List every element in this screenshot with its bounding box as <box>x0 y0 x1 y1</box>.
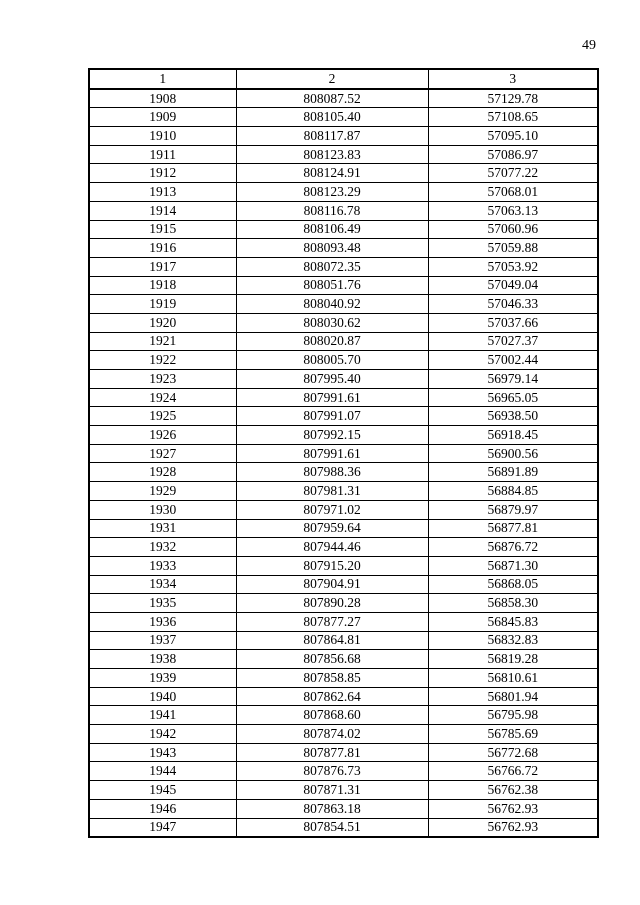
table-cell-col-1: 1935 <box>89 594 236 613</box>
table-cell-col-2: 807915.20 <box>236 556 428 575</box>
table-cell-col-1: 1944 <box>89 762 236 781</box>
table-cell-col-2: 808051.76 <box>236 276 428 295</box>
table-cell-col-3: 57053.92 <box>428 257 598 276</box>
table-row <box>89 519 598 538</box>
table-cell-col-1: 1912 <box>89 164 236 183</box>
table-cell-col-2: 807890.28 <box>236 594 428 613</box>
table-cell-col-3: 56832.83 <box>428 631 598 650</box>
table-cell-col-2: 808030.62 <box>236 313 428 332</box>
table-cell-col-2: 807874.02 <box>236 725 428 744</box>
table-cell-col-1: 1930 <box>89 500 236 519</box>
table-row <box>89 426 598 445</box>
table-row <box>89 799 598 818</box>
table-body <box>89 89 598 838</box>
table-cell-col-3: 56891.89 <box>428 463 598 482</box>
table-cell-col-3: 57060.96 <box>428 220 598 239</box>
table-cell-col-3: 57077.22 <box>428 164 598 183</box>
table-cell-col-1: 1917 <box>89 257 236 276</box>
table-cell-col-1: 1941 <box>89 706 236 725</box>
table-cell-col-3: 57063.13 <box>428 201 598 220</box>
table-row <box>89 108 598 127</box>
table-row <box>89 257 598 276</box>
table-row <box>89 145 598 164</box>
table-row <box>89 313 598 332</box>
table-cell-col-3: 57049.04 <box>428 276 598 295</box>
table-cell-col-2: 808116.78 <box>236 201 428 220</box>
table-row <box>89 444 598 463</box>
table-cell-col-1: 1933 <box>89 556 236 575</box>
table-cell-col-2: 808005.70 <box>236 351 428 370</box>
table-cell-col-2: 808072.35 <box>236 257 428 276</box>
table-cell-col-1: 1942 <box>89 725 236 744</box>
table-row <box>89 781 598 800</box>
table-row <box>89 538 598 557</box>
table-row <box>89 762 598 781</box>
table-cell-col-3: 57108.65 <box>428 108 598 127</box>
table-row <box>89 650 598 669</box>
table-cell-col-2: 807971.02 <box>236 500 428 519</box>
table-cell-col-3: 57037.66 <box>428 313 598 332</box>
table-cell-col-2: 808093.48 <box>236 239 428 258</box>
table-cell-col-2: 807991.61 <box>236 444 428 463</box>
table-cell-col-3: 56810.61 <box>428 669 598 688</box>
table-row <box>89 220 598 239</box>
table-cell-col-2: 807944.46 <box>236 538 428 557</box>
table-cell-col-3: 56845.83 <box>428 612 598 631</box>
table-cell-col-1: 1910 <box>89 127 236 146</box>
table-cell-col-2: 807854.51 <box>236 818 428 837</box>
table-row <box>89 669 598 688</box>
table-cell-col-3: 56868.05 <box>428 575 598 594</box>
table-cell-col-2: 808123.83 <box>236 145 428 164</box>
table-cell-col-1: 1908 <box>89 89 236 108</box>
table-cell-col-3: 56819.28 <box>428 650 598 669</box>
table-cell-col-3: 56879.97 <box>428 500 598 519</box>
table-cell-col-1: 1934 <box>89 575 236 594</box>
table-cell-col-1: 1925 <box>89 407 236 426</box>
table-row <box>89 500 598 519</box>
table-cell-col-2: 807992.15 <box>236 426 428 445</box>
table-cell-col-1: 1946 <box>89 799 236 818</box>
table-cell-col-1: 1938 <box>89 650 236 669</box>
table-cell-col-1: 1915 <box>89 220 236 239</box>
table-cell-col-1: 1919 <box>89 295 236 314</box>
table-row <box>89 127 598 146</box>
table-cell-col-1: 1923 <box>89 370 236 389</box>
table-cell-col-2: 807864.81 <box>236 631 428 650</box>
table-cell-col-3: 56801.94 <box>428 687 598 706</box>
table-cell-col-1: 1932 <box>89 538 236 557</box>
table-cell-col-3: 56762.93 <box>428 818 598 837</box>
header-row <box>89 69 598 89</box>
table-cell-col-3: 56762.38 <box>428 781 598 800</box>
table-row <box>89 687 598 706</box>
table-cell-col-1: 1939 <box>89 669 236 688</box>
table-cell-col-1: 1918 <box>89 276 236 295</box>
table-cell-col-2: 808105.40 <box>236 108 428 127</box>
table-cell-col-2: 807981.31 <box>236 482 428 501</box>
table-cell-col-3: 57046.33 <box>428 295 598 314</box>
table-cell-col-3: 56965.05 <box>428 388 598 407</box>
table-row <box>89 89 598 108</box>
table-row <box>89 370 598 389</box>
table-cell-col-2: 807877.27 <box>236 612 428 631</box>
table-cell-col-3: 56762.93 <box>428 799 598 818</box>
table-cell-col-2: 807856.68 <box>236 650 428 669</box>
table-cell-col-1: 1928 <box>89 463 236 482</box>
table-row <box>89 388 598 407</box>
table-row <box>89 295 598 314</box>
table-row <box>89 332 598 351</box>
table-cell-col-2: 807862.64 <box>236 687 428 706</box>
table-cell-col-2: 807988.36 <box>236 463 428 482</box>
table-cell-col-2: 807868.60 <box>236 706 428 725</box>
table-cell-col-3: 56858.30 <box>428 594 598 613</box>
table-cell-col-1: 1911 <box>89 145 236 164</box>
table-cell-col-2: 807877.81 <box>236 743 428 762</box>
table-cell-col-2: 808123.29 <box>236 183 428 202</box>
table-header <box>89 69 598 89</box>
table-row <box>89 407 598 426</box>
table-cell-col-3: 56785.69 <box>428 725 598 744</box>
table-row <box>89 164 598 183</box>
table-cell-col-1: 1926 <box>89 426 236 445</box>
table-cell-col-2: 807991.61 <box>236 388 428 407</box>
table-cell-col-3: 56979.14 <box>428 370 598 389</box>
table-cell-col-3: 57086.97 <box>428 145 598 164</box>
table-cell-col-2: 807959.64 <box>236 519 428 538</box>
table-row <box>89 594 598 613</box>
table-cell-col-1: 1921 <box>89 332 236 351</box>
table-cell-col-1: 1916 <box>89 239 236 258</box>
table-cell-col-1: 1913 <box>89 183 236 202</box>
table-row <box>89 725 598 744</box>
table-cell-col-3: 56877.81 <box>428 519 598 538</box>
table-cell-col-3: 56766.72 <box>428 762 598 781</box>
table-row <box>89 482 598 501</box>
table-row <box>89 201 598 220</box>
table-row <box>89 183 598 202</box>
table-cell-col-2: 807876.73 <box>236 762 428 781</box>
table-cell-col-3: 57027.37 <box>428 332 598 351</box>
column-header-2: 2 <box>236 69 428 89</box>
table-row <box>89 743 598 762</box>
table-cell-col-2: 808087.52 <box>236 89 428 108</box>
table-cell-col-3: 57059.88 <box>428 239 598 258</box>
table-cell-col-1: 1945 <box>89 781 236 800</box>
table-cell-col-1: 1937 <box>89 631 236 650</box>
table-cell-col-2: 807871.31 <box>236 781 428 800</box>
table-cell-col-1: 1947 <box>89 818 236 837</box>
page-number: 49 <box>582 38 596 53</box>
table-cell-col-1: 1929 <box>89 482 236 501</box>
table-cell-col-2: 807863.18 <box>236 799 428 818</box>
table-cell-col-1: 1940 <box>89 687 236 706</box>
table-cell-col-1: 1922 <box>89 351 236 370</box>
table-cell-col-2: 808106.49 <box>236 220 428 239</box>
table-cell-col-1: 1920 <box>89 313 236 332</box>
table-cell-col-3: 57068.01 <box>428 183 598 202</box>
table-cell-col-1: 1927 <box>89 444 236 463</box>
table-row <box>89 463 598 482</box>
table-cell-col-1: 1909 <box>89 108 236 127</box>
table-row <box>89 612 598 631</box>
table-cell-col-2: 808117.87 <box>236 127 428 146</box>
table-cell-col-1: 1943 <box>89 743 236 762</box>
table-cell-col-2: 808020.87 <box>236 332 428 351</box>
table-row <box>89 239 598 258</box>
table-cell-col-2: 807858.85 <box>236 669 428 688</box>
table-cell-col-3: 56900.56 <box>428 444 598 463</box>
table-cell-col-2: 807995.40 <box>236 370 428 389</box>
column-header-3: 3 <box>428 69 598 89</box>
table-row <box>89 575 598 594</box>
table-cell-col-2: 807904.91 <box>236 575 428 594</box>
table-cell-col-3: 56918.45 <box>428 426 598 445</box>
table-row <box>89 631 598 650</box>
table-cell-col-3: 56772.68 <box>428 743 598 762</box>
table-cell-col-3: 57002.44 <box>428 351 598 370</box>
table-cell-col-3: 57095.10 <box>428 127 598 146</box>
table-cell-col-2: 808124.91 <box>236 164 428 183</box>
table-row <box>89 818 598 837</box>
table-cell-col-2: 808040.92 <box>236 295 428 314</box>
table-cell-col-1: 1924 <box>89 388 236 407</box>
table-cell-col-3: 56876.72 <box>428 538 598 557</box>
table-row <box>89 351 598 370</box>
table-cell-col-3: 56938.50 <box>428 407 598 426</box>
table-cell-col-1: 1914 <box>89 201 236 220</box>
table-row <box>89 276 598 295</box>
table-row <box>89 556 598 575</box>
table-row <box>89 706 598 725</box>
table-cell-col-3: 56795.98 <box>428 706 598 725</box>
table-cell-col-3: 56884.85 <box>428 482 598 501</box>
data-table <box>88 68 599 838</box>
table-cell-col-3: 56871.30 <box>428 556 598 575</box>
table-cell-col-1: 1931 <box>89 519 236 538</box>
table-cell-col-1: 1936 <box>89 612 236 631</box>
table-cell-col-3: 57129.78 <box>428 89 598 108</box>
table-cell-col-2: 807991.07 <box>236 407 428 426</box>
column-header-1: 1 <box>89 69 236 89</box>
